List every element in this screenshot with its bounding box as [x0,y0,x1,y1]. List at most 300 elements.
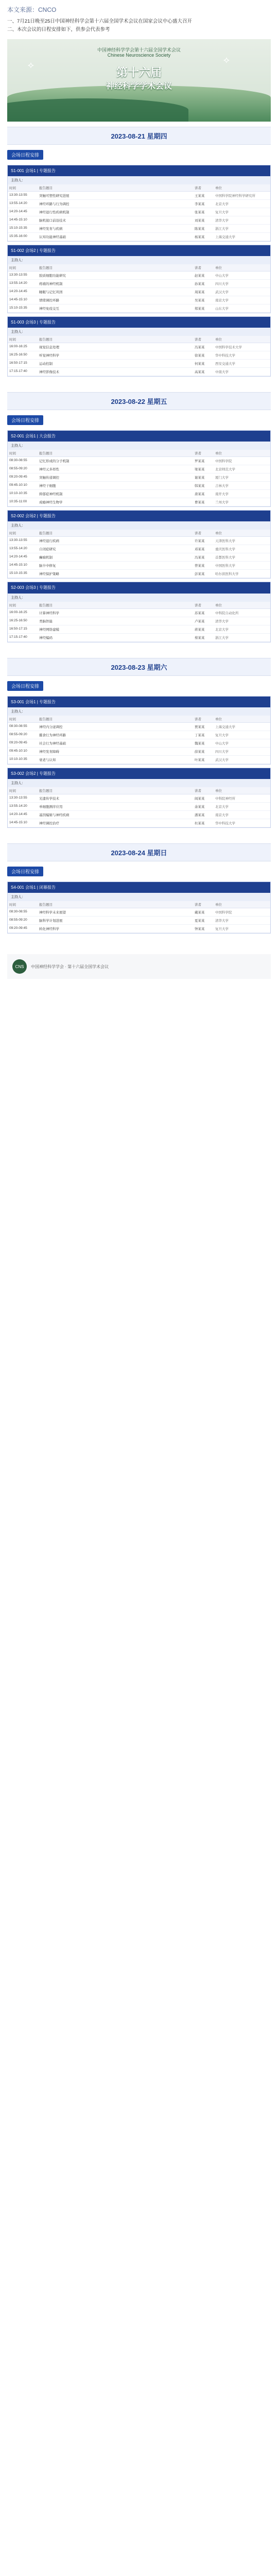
title-cell: 社会行为神经基础 [38,739,193,747]
table-row [8,498,270,506]
time-cell: 09:20-09:45 [8,473,38,482]
time-cell: 15:35-16:00 [8,232,38,241]
column-header: 报告题目 [38,530,193,537]
title-cell: 光遗传学技术 [38,794,193,803]
time-cell: 14:20-14:45 [8,553,38,562]
session-header: S2-001 会场1 | 大会报告 [8,431,270,442]
session-chair: 主持人： [8,594,270,602]
title-cell: 神经影像技术 [38,368,193,376]
affiliation-cell: 华中科技大学 [214,819,270,827]
table-row [8,232,270,241]
column-header: 讲者 [193,264,214,272]
affiliation-cell: 中国科学院 [214,457,270,465]
column-header: 讲者 [193,336,214,343]
column-header: 讲者 [193,787,214,794]
table-header-row [8,450,270,457]
hero-banner [7,39,271,122]
column-header: 讲者 [193,450,214,457]
time-cell: 09:20-09:45 [8,739,38,747]
time-cell: 13:30-13:55 [8,537,38,545]
schedule-table [8,901,270,933]
table-row [8,351,270,360]
title-cell: 成瘾神经生物学 [38,498,193,506]
table-row [8,545,270,553]
affiliation-cell: 华中科技大学 [214,351,270,360]
session-chair: 主持人： [8,707,270,716]
time-cell: 08:55-09:20 [8,917,38,925]
title-cell: 癫痫机制 [38,553,193,562]
session-chair: 主持人： [8,256,270,264]
column-header: 报告题目 [38,716,193,723]
time-cell: 13:55-14:20 [8,545,38,553]
time-cell: 16:00-16:25 [8,343,38,351]
speaker-cell: 徐某某 [193,351,214,360]
title-cell: 神经元多样性 [38,465,193,473]
table-header-row [8,901,270,908]
affiliation-cell: 清华大学 [214,216,270,224]
crane-icon: ⟡ [28,59,34,70]
column-header: 报告题目 [38,450,193,457]
hero-line1: 中国神经科学学会第十六届全国学术会议 [97,47,181,53]
column-header: 时间 [8,530,38,537]
page [0,0,278,979]
title-cell: 脑科学计划进展 [38,917,193,925]
affiliation-cell: 天津医科大学 [214,537,270,545]
day-title: 2023-08-23 星期六 [7,658,271,676]
title-cell: 认知功能神经基础 [38,232,193,241]
affiliation-cell: 清华大学 [214,917,270,925]
schedule-table [8,264,270,313]
title-cell: 神经发育障碍 [38,747,193,755]
title-cell: 记忆形成的分子机制 [38,457,193,465]
session-header: S3-002 会场2 | 专题报告 [8,768,270,779]
schedule-table [8,602,270,642]
intro [0,16,278,39]
table-row [8,368,270,376]
time-cell: 10:35-11:00 [8,498,38,506]
title-cell: 神经退行疾病 [38,537,193,545]
time-cell: 16:50-17:15 [8,625,38,633]
affiliation-cell: 厦门大学 [214,473,270,482]
hero-line2: Chinese Neuroscience Society [107,52,171,58]
time-cell: 09:45-10:10 [8,747,38,755]
column-header: 时间 [8,716,38,723]
column-header: 时间 [8,336,38,343]
session-card [7,882,271,934]
session-header: S4-001 会场1 | 闭幕报告 [8,882,270,893]
column-header: 报告题目 [38,787,193,794]
column-header: 讲者 [193,901,214,908]
speaker-cell: 唐某某 [193,490,214,498]
time-cell: 16:25-16:50 [8,617,38,625]
title-cell: 听觉神经科学 [38,351,193,360]
session-chair: 主持人： [8,779,270,787]
column-header: 单位 [214,450,270,457]
affiliation-cell: 首都医科大学 [214,553,270,562]
hall-tag: 会场日程安排 [7,150,43,160]
title-cell: 类脑智能 [38,617,193,625]
table-header-row [8,602,270,609]
title-cell: 神经调控治疗 [38,819,193,827]
speaker-cell: 王某某 [193,191,214,199]
table-row [8,216,270,224]
hero-title: 第十六届 [116,65,162,79]
schedule-table [8,450,270,506]
hero-hill-dark [7,98,188,122]
hall-tag: 会场日程安排 [7,681,43,691]
affiliation-cell: 武汉大学 [214,287,270,296]
time-cell: 13:55-14:20 [8,803,38,811]
session-card [7,510,271,579]
column-header: 报告题目 [38,264,193,272]
table-row [8,608,270,617]
affiliation-cell: 中国医科大学 [214,562,270,570]
title-cell: 疼痛的神经机制 [38,279,193,287]
affiliation-cell: 复旦大学 [214,208,270,216]
column-header: 讲者 [193,530,214,537]
time-cell: 08:30-08:55 [8,457,38,465]
speaker-cell: 杨某某 [193,232,214,241]
table-header-row [8,184,270,192]
affiliation-cell: 中国科学院 [214,908,270,917]
crane-icon: ⟡ [223,54,230,65]
table-row [8,722,270,731]
table-row [8,224,270,232]
day-spacer [0,828,278,838]
session-chair: 主持人： [8,893,270,901]
speaker-cell: 贾某某 [193,722,214,731]
column-header: 单位 [214,901,270,908]
speaker-cell: 夏某某 [193,917,214,925]
table-row [8,191,270,199]
title-cell: 抑郁症神经机制 [38,490,193,498]
session-card [7,316,271,377]
affiliation-cell: 中山大学 [214,739,270,747]
column-header: 时间 [8,901,38,908]
intro-line: 一、7月21日晚至25日中国神经科学会第十六届全国学术会议在国家会议中心盛大召开 [7,19,192,24]
column-header: 时间 [8,184,38,192]
affiliation-cell: 北京大学 [214,199,270,208]
table-row [8,553,270,562]
day-title: 2023-08-21 星期四 [7,127,271,145]
table-row [8,296,270,304]
speaker-cell: 阎某某 [193,794,214,803]
time-cell: 14:45-15:10 [8,296,38,304]
time-cell: 17:15-17:40 [8,368,38,376]
title-cell: 神经编码 [38,633,193,641]
column-header: 单位 [214,787,270,794]
time-cell: 15:10-15:35 [8,570,38,578]
speaker-cell: 魏某某 [193,739,214,747]
table-row [8,562,270,570]
column-header: 时间 [8,450,38,457]
time-cell: 08:55-09:20 [8,731,38,739]
time-cell: 13:30-13:55 [8,271,38,279]
time-cell: 13:55-14:20 [8,279,38,287]
table-row [8,537,270,545]
day-title: 2023-08-22 星期五 [7,392,271,410]
affiliation-cell: 兰州大学 [214,498,270,506]
title-cell: 脑机接口前沿技术 [38,216,193,224]
title-cell: 神经内分泌调控 [38,722,193,731]
speaker-cell: 许某某 [193,537,214,545]
column-header: 时间 [8,787,38,794]
table-row [8,482,270,490]
title-cell: 睡眠与记忆巩固 [38,287,193,296]
affiliation-cell: 中南大学 [214,368,270,376]
title-cell: 计算神经科学 [38,608,193,617]
column-header: 报告题目 [38,184,193,192]
session-chair: 主持人： [8,442,270,450]
article-source[interactable]: 本文来源：CNCO [7,6,57,13]
speaker-cell: 李某某 [193,199,214,208]
session-header: S1-001 会场1 | 专题报告 [8,165,270,176]
time-cell: 10:10-10:35 [8,755,38,764]
table-row [8,457,270,465]
table-row [8,925,270,933]
speaker-cell: 孙某某 [193,279,214,287]
table-row [8,794,270,803]
session-card [7,582,271,642]
table-row [8,739,270,747]
table-row [8,747,270,755]
session-header: S1-003 会场3 | 专题报告 [8,317,270,328]
session-chair: 主持人： [8,176,270,184]
affiliation-cell: 北京大学 [214,803,270,811]
time-cell: 15:10-15:35 [8,224,38,232]
footer [7,954,271,979]
day-spacer [0,377,278,387]
speaker-cell: 杜某某 [193,819,214,827]
speaker-cell: 蔡某某 [193,633,214,641]
session-header: S1-002 会场2 | 专题报告 [8,245,270,256]
speaker-cell: 吴某某 [193,296,214,304]
time-cell: 08:30-08:55 [8,908,38,917]
title-cell: 神经免疫交互 [38,304,193,312]
table-row [8,465,270,473]
session-card [7,768,271,828]
time-cell: 14:20-14:45 [8,287,38,296]
title-cell: 神经网络建模 [38,625,193,633]
schedule-table [8,530,270,578]
table-row [8,731,270,739]
schedule-table [8,336,270,376]
title-cell: 脑卒中修复 [38,562,193,570]
speaker-cell: 韩某某 [193,482,214,490]
affiliation-cell: 上海交通大学 [214,722,270,731]
affiliation-cell: 浙江大学 [214,633,270,641]
title-cell: 转化神经科学 [38,925,193,933]
affiliation-cell: 北京大学 [214,625,270,633]
affiliation-cell: 哈尔滨医科大学 [214,570,270,578]
title-cell: 神经环路与行为调控 [38,199,193,208]
affiliation-cell: 南京大学 [214,811,270,819]
session-chair: 主持人： [8,521,270,530]
hall-tag: 会场日程安排 [7,867,43,876]
table-row [8,570,270,578]
speaker-cell: 戴某某 [193,908,214,917]
affiliation-cell: 四川大学 [214,747,270,755]
table-header-row [8,530,270,537]
title-cell: 神经干细胞 [38,482,193,490]
affiliation-cell: 清华大学 [214,617,270,625]
speaker-cell: 邓某某 [193,545,214,553]
time-cell: 13:30-13:55 [8,794,38,803]
title-cell: 胶质细胞功能研究 [38,271,193,279]
schedule-table [8,787,270,827]
affiliation-cell: 中科院神经所 [214,794,270,803]
time-cell: 08:55-09:20 [8,465,38,473]
table-row [8,633,270,641]
affiliation-cell: 山东大学 [214,304,270,312]
speaker-cell: 叶某某 [193,755,214,764]
speaker-cell: 蒋某某 [193,625,214,633]
table-header-row [8,264,270,272]
time-cell: 14:20-14:45 [8,208,38,216]
table-row [8,917,270,925]
affiliation-cell: 重庆医科大学 [214,545,270,553]
affiliation-cell: 中国科学院神经科学研究所 [214,191,270,199]
time-cell: 14:45-15:10 [8,216,38,224]
session-header: S2-003 会场3 | 专题报告 [8,582,270,593]
speaker-cell: 苏某某 [193,608,214,617]
table-row [8,625,270,633]
affiliation-cell: 复旦大学 [214,731,270,739]
title-cell: 神经科学未来展望 [38,908,193,917]
time-cell: 14:45-15:10 [8,819,38,827]
table-row [8,271,270,279]
table-row [8,360,270,368]
speaker-cell: 丁某某 [193,731,214,739]
column-header: 单位 [214,184,270,192]
table-header-row [8,336,270,343]
affiliation-cell: 浙江大学 [214,224,270,232]
speaker-cell: 谢某某 [193,473,214,482]
speaker-cell: 潘某某 [193,811,214,819]
time-cell: 08:30-08:55 [8,722,38,731]
table-header-row [8,787,270,794]
speaker-cell: 梁某某 [193,465,214,473]
title-cell: 衰老与认知 [38,755,193,764]
table-row [8,803,270,811]
time-cell: 16:50-17:15 [8,360,38,368]
session-card [7,165,271,242]
speaker-cell: 曹某某 [193,498,214,506]
column-header: 讲者 [193,716,214,723]
title-cell: 运动控制 [38,360,193,368]
hero-subtitle: 神经科学学术会议 [106,81,172,91]
speaker-cell: 高某某 [193,368,214,376]
session-chair: 主持人： [8,328,270,336]
time-cell: 16:25-16:50 [8,351,38,360]
column-header: 单位 [214,264,270,272]
session-card [7,245,271,313]
schedule-table [8,184,270,241]
affiliation-cell: 上海交通大学 [214,232,270,241]
time-cell: 09:20-09:45 [8,925,38,933]
title-cell: 摄食行为神经环路 [38,731,193,739]
title-cell: 神经发育与疾病 [38,224,193,232]
table-row [8,617,270,625]
affiliation-cell: 复旦大学 [214,925,270,933]
day-spacer [0,934,278,944]
speaker-cell: 陈某某 [193,224,214,232]
session-header: S3-001 会场1 | 专题报告 [8,697,270,707]
affiliation-cell: 吉林大学 [214,482,270,490]
table-row [8,304,270,312]
column-header: 时间 [8,602,38,609]
speaker-cell: 曾某某 [193,562,214,570]
affiliation-cell: 中国科学技术大学 [214,343,270,351]
title-cell: 神经保护策略 [38,570,193,578]
speaker-cell: 薛某某 [193,747,214,755]
table-row [8,908,270,917]
table-row [8,279,270,287]
intro-line: 二、本次会议的日程安排如下，供参会代表参考 [7,27,110,33]
time-cell: 14:45-15:10 [8,562,38,570]
time-cell: 13:55-14:20 [8,199,38,208]
speaker-cell: 刘某某 [193,216,214,224]
affiliation-cell: 西安交通大学 [214,360,270,368]
title-cell: 神经退行性疾病机制 [38,208,193,216]
time-cell: 10:10-10:35 [8,490,38,498]
column-header: 单位 [214,530,270,537]
time-cell: 16:00-16:25 [8,608,38,617]
column-header: 报告题目 [38,336,193,343]
affiliation-cell: 四川大学 [214,279,270,287]
speaker-cell: 郑某某 [193,304,214,312]
title-cell: 单细胞测序应用 [38,803,193,811]
affiliation-cell: 中山大学 [214,271,270,279]
speaker-cell: 冯某某 [193,553,214,562]
time-cell: 17:15-17:40 [8,633,38,641]
time-cell: 13:30-13:55 [8,191,38,199]
footer-text: 中国神经科学学会 · 第十六届全国学术会议 [31,964,109,969]
table-row [8,287,270,296]
column-header: 讲者 [193,602,214,609]
table-row [8,473,270,482]
table-header-row [8,716,270,723]
session-header: S2-002 会场2 | 专题报告 [8,511,270,521]
title-cell: 突触传递调控 [38,473,193,482]
table-row [8,343,270,351]
affiliation-cell: 北京师范大学 [214,465,270,473]
speaker-cell: 钟某某 [193,925,214,933]
speaker-cell: 罗某某 [193,457,214,465]
column-header: 单位 [214,336,270,343]
column-header: 单位 [214,716,270,723]
table-row [8,755,270,764]
affiliation-cell: 南京大学 [214,296,270,304]
day-spacer [0,642,278,653]
session-card [7,696,271,765]
table-row [8,819,270,827]
title-cell: 视觉信息处理 [38,343,193,351]
speaker-cell: 张某某 [193,208,214,216]
affiliation-cell: 南开大学 [214,490,270,498]
column-header: 讲者 [193,184,214,192]
time-cell: 15:10-15:35 [8,304,38,312]
time-cell: 09:45-10:10 [8,482,38,490]
day-title: 2023-08-24 星期日 [7,843,271,861]
speaker-cell: 彭某某 [193,570,214,578]
column-header: 时间 [8,264,38,272]
table-row [8,199,270,208]
speaker-cell: 何某某 [193,360,214,368]
table-row [8,811,270,819]
speaker-cell: 冯某某 [193,343,214,351]
title-cell: 基因编辑与神经疾病 [38,811,193,819]
